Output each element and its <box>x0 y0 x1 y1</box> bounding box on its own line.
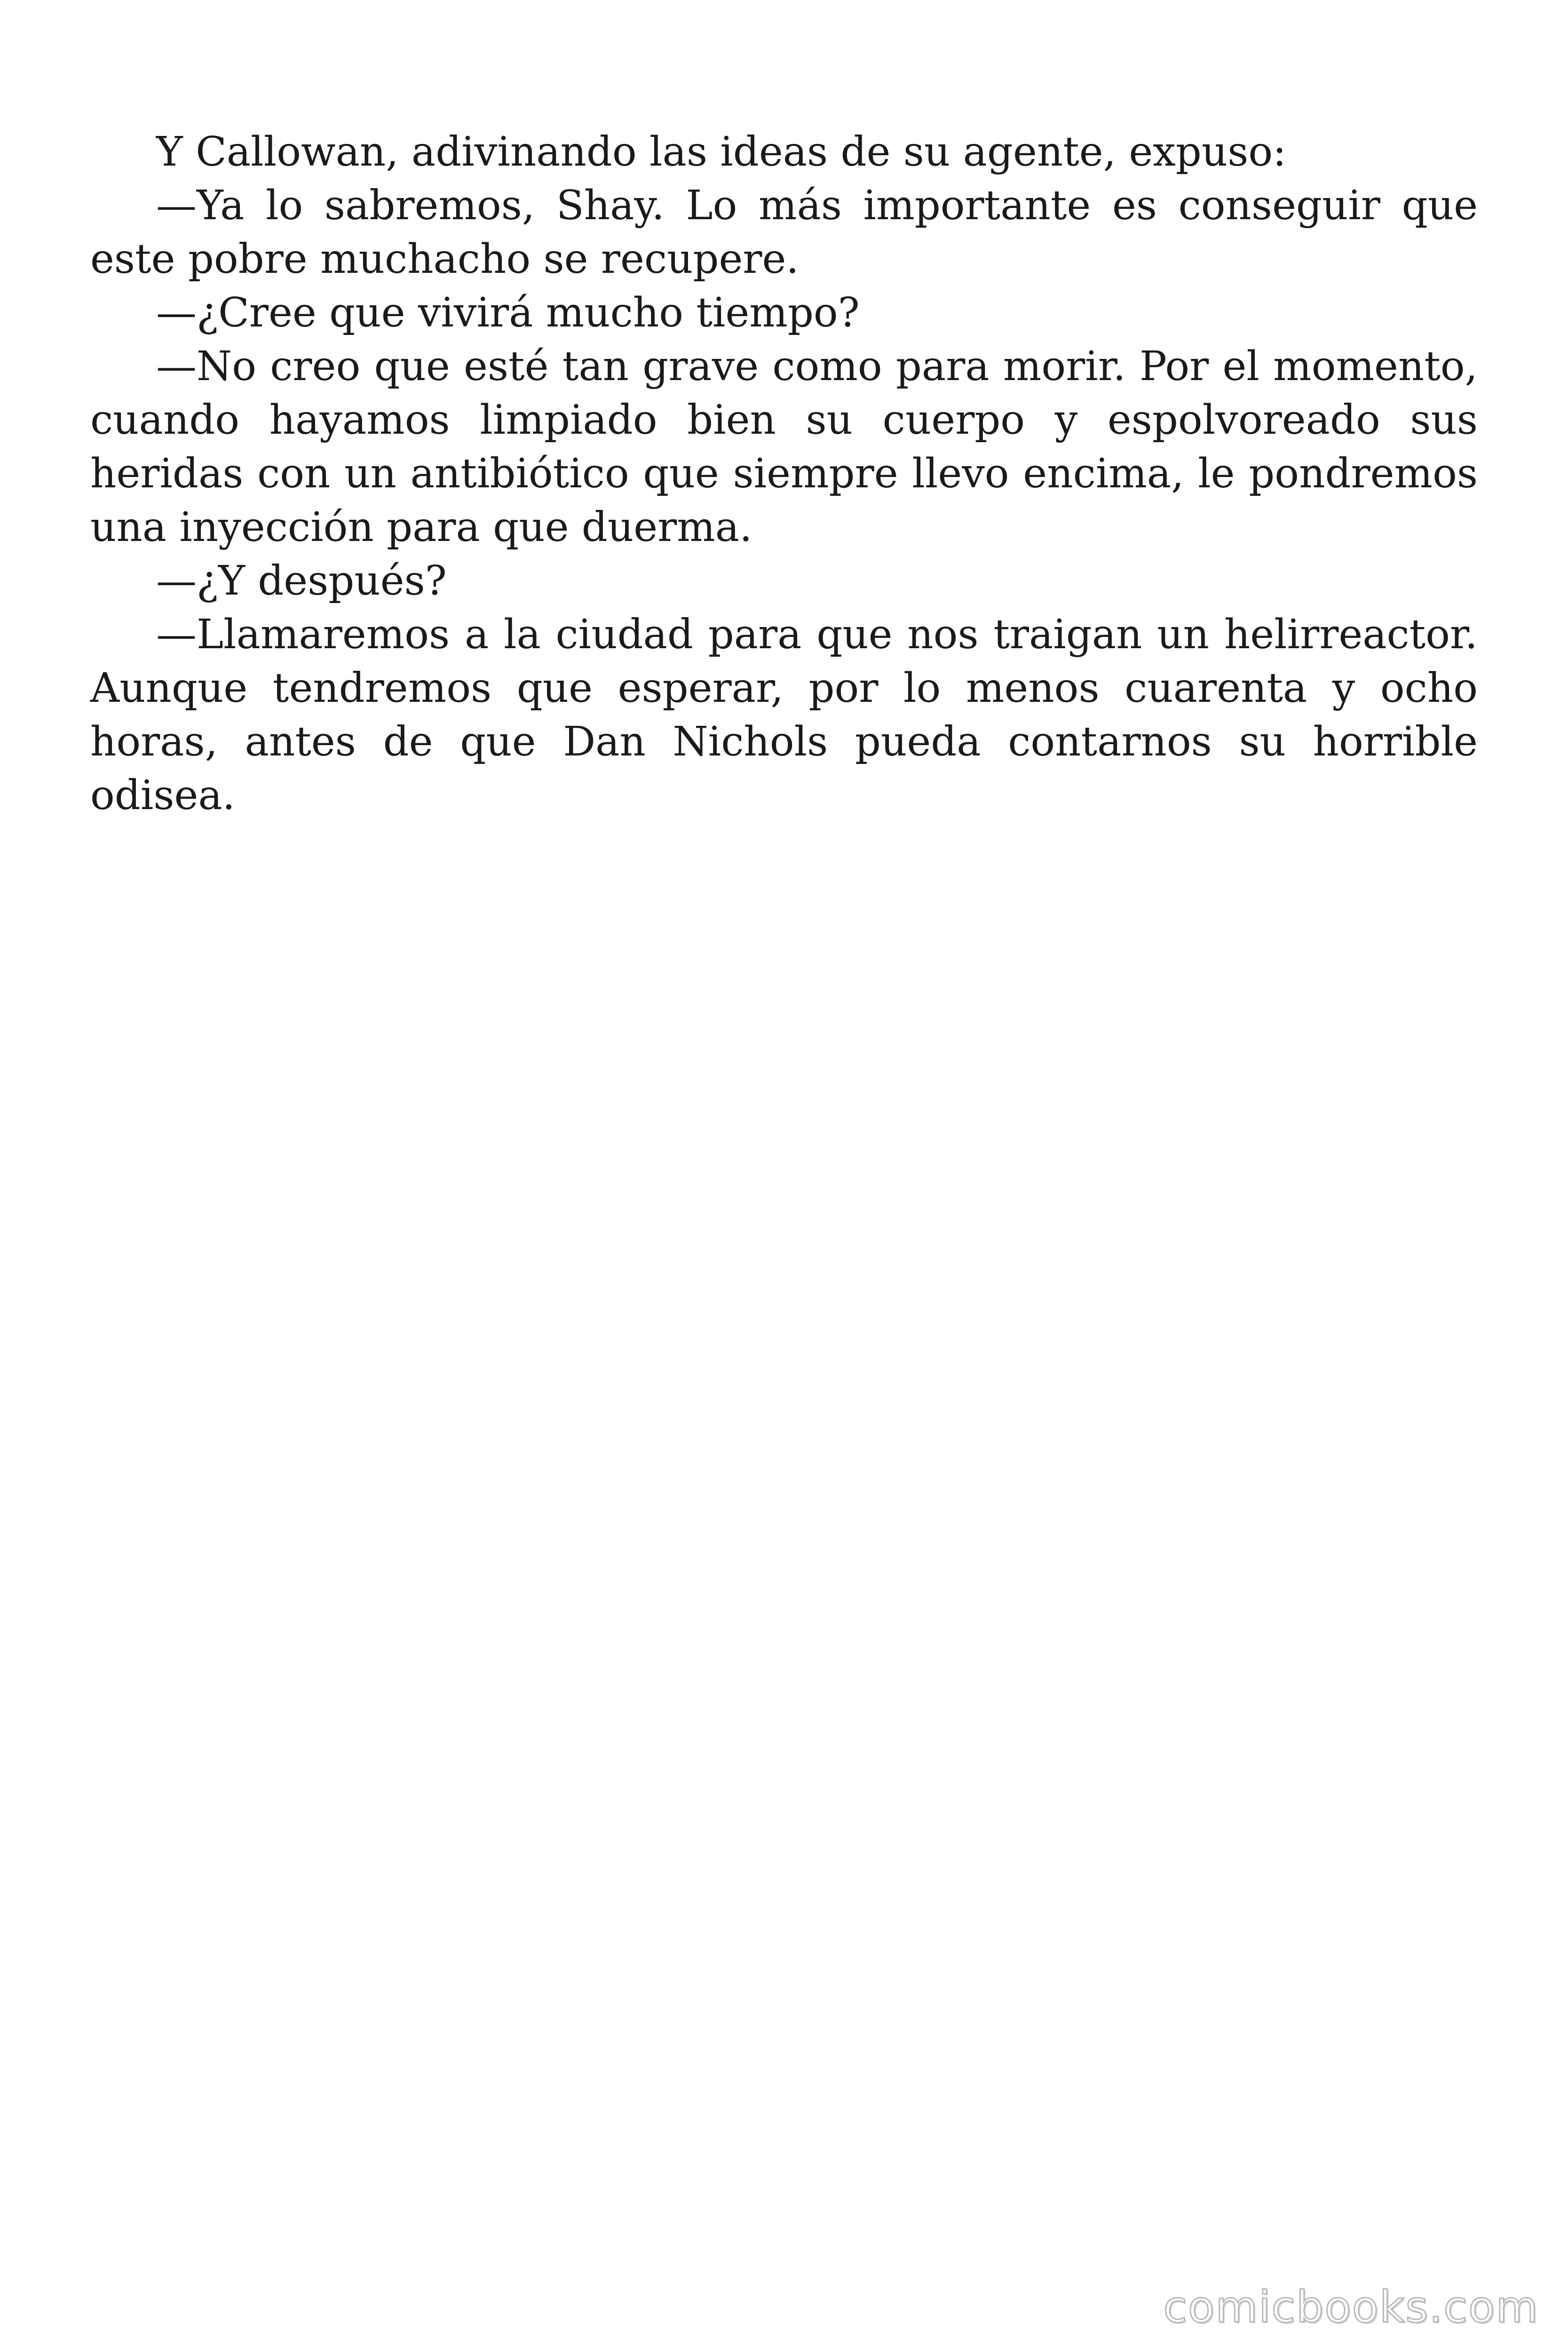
paragraph-3: —¿Cree que vivirá mucho tiempo? <box>156 289 860 336</box>
paragraph-6: —Llamaremos a la ciudad para que nos traigan un helirreactor. Aunque tendremos que esperar, por lo menos cuarenta y ocho horas, antes de que Dan Nichols pueda contarnos su horrible odisea. <box>90 611 1478 819</box>
body-text <box>90 125 1478 822</box>
paragraph-5: —¿Y después? <box>156 557 447 604</box>
paragraph-2: —Ya lo sabremos, Shay. Lo más importante es conseguir que este pobre muchacho se recupere. <box>90 182 1478 283</box>
paragraph-4: —No creo que esté tan grave como para morir. Por el momento, cuando hayamos limpiado bien su cuerpo y espolvoreado sus heridas con un antibiótico que siempre llevo encima, le pondremos una inyección para que duerma. <box>90 343 1478 551</box>
paragraph-1: Y Callowan, adivinando las ideas de su agente, expuso: <box>156 128 1287 175</box>
watermark: comicbooks.com <box>1163 2282 1539 2332</box>
